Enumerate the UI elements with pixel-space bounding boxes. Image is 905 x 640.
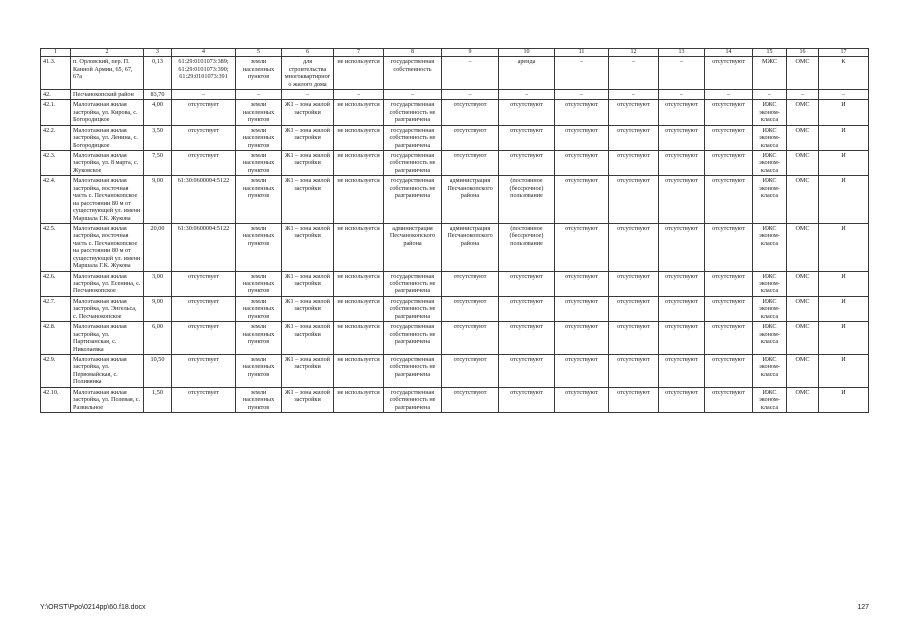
- table-cell: отсутствуют: [555, 354, 609, 387]
- table-cell: отсутствуют: [555, 271, 609, 296]
- column-number-cell: 12: [609, 49, 659, 57]
- table-cell: ОМС: [787, 271, 819, 296]
- column-number-cell: 1: [41, 49, 71, 57]
- table-cell: отсутствуют: [442, 296, 499, 321]
- column-number-cell: 9: [442, 49, 499, 57]
- column-number-cell: 15: [753, 49, 787, 57]
- table-cell: ОМС: [787, 387, 819, 412]
- table-cell: отсутствуют: [442, 151, 499, 176]
- table-cell: отсутствуют: [499, 354, 555, 387]
- table-row: [41, 100, 869, 125]
- column-number-cell: 7: [334, 49, 384, 57]
- table-cell: ОМС: [787, 57, 819, 90]
- table-cell: И: [819, 354, 869, 387]
- table-cell: земли населенных пунктов: [236, 296, 282, 321]
- table-cell: отсутствуют: [659, 322, 705, 355]
- table-cell: 42.5.: [41, 223, 71, 271]
- table-row: [41, 223, 869, 271]
- table-cell: (постоянное (бессрочное) пользование: [499, 223, 555, 271]
- table-cell: не используется: [334, 151, 384, 176]
- table-cell: отсутствуют: [659, 223, 705, 271]
- table-cell: отсутствуют: [555, 296, 609, 321]
- table-cell: земли населенных пунктов: [236, 125, 282, 150]
- table-cell: ИЖС эконом-класса: [753, 271, 787, 296]
- table-cell: –: [334, 89, 384, 99]
- column-number-cell: 5: [236, 49, 282, 57]
- table-cell: не используется: [334, 223, 384, 271]
- table-cell: Малоэтажная жилая застройка, ул. Первомайская, с. Поливянка: [71, 354, 144, 387]
- table-cell: –: [753, 89, 787, 99]
- table-cell: Ж1 – зона жилой застройки: [282, 125, 334, 150]
- table-cell: отсутствует: [172, 100, 236, 125]
- table-cell: ОМС: [787, 176, 819, 224]
- table-cell: –: [555, 57, 609, 90]
- table-cell: отсутствуют: [555, 223, 609, 271]
- table-cell: отсутствуют: [555, 176, 609, 224]
- table-cell: отсутствуют: [609, 271, 659, 296]
- table-cell: 42.3.: [41, 151, 71, 176]
- table-cell: отсутствуют: [609, 151, 659, 176]
- column-number-cell: 10: [499, 49, 555, 57]
- table-cell: земли населенных пунктов: [236, 100, 282, 125]
- column-number-cell: 8: [384, 49, 442, 57]
- table-cell: отсутствуют: [705, 354, 753, 387]
- table-cell: государственная собственность не разграничена: [384, 271, 442, 296]
- table-cell: Ж1 – зона жилой застройки: [282, 296, 334, 321]
- table-cell: –: [282, 89, 334, 99]
- table-cell: И: [819, 322, 869, 355]
- table-cell: 3,50: [144, 125, 172, 150]
- table-cell: 61:30:0600004:5122: [172, 223, 236, 271]
- table-cell: не используется: [334, 387, 384, 412]
- file-path: Y:\ORST\Ppo\0214pp\60.f18.docx: [40, 604, 146, 611]
- table-cell: 42.6.: [41, 271, 71, 296]
- table-cell: И: [819, 223, 869, 271]
- table-cell: –: [172, 89, 236, 99]
- table-cell: государственная собственность не разграничена: [384, 176, 442, 224]
- table-cell: отсутствует: [172, 125, 236, 150]
- table-cell: отсутствуют: [499, 296, 555, 321]
- table-cell: отсутствуют: [705, 57, 753, 90]
- table-cell: отсутствуют: [555, 387, 609, 412]
- table-cell: Малоэтажная жилая застройка, ул. Энгельса, с. Песчанокопское: [71, 296, 144, 321]
- table-cell: 42.8.: [41, 322, 71, 355]
- table-row: [41, 271, 869, 296]
- table-cell: государственная собственность не разграничена: [384, 354, 442, 387]
- table-cell: 42.10.: [41, 387, 71, 412]
- column-number-cell: 4: [172, 49, 236, 57]
- table-cell: Малоэтажная жилая застройка, ул. Партизанская, с. Николаевка: [71, 322, 144, 355]
- column-number-cell: 6: [282, 49, 334, 57]
- table-cell: отсутствуют: [499, 100, 555, 125]
- table-cell: отсутствуют: [659, 151, 705, 176]
- table-cell: не используется: [334, 125, 384, 150]
- table-cell: отсутствует: [172, 387, 236, 412]
- table-cell: отсутствуют: [442, 387, 499, 412]
- table-cell: 0,13: [144, 57, 172, 90]
- table-cell: государственная собственность не разграничена: [384, 322, 442, 355]
- column-number-row: [41, 49, 869, 57]
- table-cell: (постоянное (бессрочное) пользование: [499, 176, 555, 224]
- table-row: [41, 125, 869, 150]
- table-cell: Песчанокопский район: [71, 89, 144, 99]
- table-cell: отсутствуют: [705, 271, 753, 296]
- table-cell: И: [819, 100, 869, 125]
- table-cell: отсутствуют: [609, 354, 659, 387]
- table-cell: отсутствуют: [555, 151, 609, 176]
- table-cell: земли населенных пунктов: [236, 387, 282, 412]
- table-cell: отсутствует: [172, 151, 236, 176]
- table-cell: отсутствуют: [442, 125, 499, 150]
- table-cell: 42.4.: [41, 176, 71, 224]
- table-cell: отсутствуют: [442, 271, 499, 296]
- table-cell: ОМС: [787, 100, 819, 125]
- table-cell: отсутствуют: [659, 296, 705, 321]
- table-cell: ИЖС эконом-класса: [753, 354, 787, 387]
- table-cell: –: [609, 89, 659, 99]
- table-cell: отсутствуют: [705, 100, 753, 125]
- column-number-cell: 3: [144, 49, 172, 57]
- table-cell: К: [819, 57, 869, 90]
- table-cell: Малоэтажная жилая застройка, ул. Полевая, с. Развильное: [71, 387, 144, 412]
- table-cell: отсутствуют: [555, 125, 609, 150]
- table-cell: 1,50: [144, 387, 172, 412]
- table-cell: 42.: [41, 89, 71, 99]
- table-cell: Ж1 – зона жилой застройки: [282, 176, 334, 224]
- table-cell: отсутствует: [172, 271, 236, 296]
- table-cell: государственная собственность не разграничена: [384, 387, 442, 412]
- table-cell: И: [819, 151, 869, 176]
- document-page: [40, 48, 868, 413]
- table-cell: 42.2.: [41, 125, 71, 150]
- table-cell: администрация Песчанокопского района: [442, 223, 499, 271]
- table-cell: 42.9.: [41, 354, 71, 387]
- table-cell: отсутствуют: [659, 176, 705, 224]
- table-cell: ИЖС эконом-класса: [753, 223, 787, 271]
- table-cell: отсутствуют: [609, 296, 659, 321]
- table-cell: земли населенных пунктов: [236, 322, 282, 355]
- table-cell: ОМС: [787, 296, 819, 321]
- table-cell: И: [819, 176, 869, 224]
- table-cell: И: [819, 296, 869, 321]
- table-cell: отсутствуют: [705, 387, 753, 412]
- table-cell: Малоэтажная жилая застройка, восточная часть с. Песчанокопское на расстоянии 80 м от существующей ул. имени Маршала Г.К. Жукова: [71, 223, 144, 271]
- table-cell: ОМС: [787, 322, 819, 355]
- table-cell: 9,00: [144, 296, 172, 321]
- table-cell: 83,70: [144, 89, 172, 99]
- land-plots-table: [40, 48, 869, 413]
- table-cell: не используется: [334, 271, 384, 296]
- table-cell: отсутствуют: [609, 100, 659, 125]
- table-cell: отсутствуют: [499, 271, 555, 296]
- table-cell: отсутствуют: [499, 125, 555, 150]
- table-cell: Ж1 – зона жилой застройки: [282, 151, 334, 176]
- table-cell: земли населенных пунктов: [236, 57, 282, 90]
- table-cell: отсутствуют: [705, 125, 753, 150]
- table-cell: Малоэтажная жилая застройка, ул. Ленина, с. Богородицкое: [71, 125, 144, 150]
- table-cell: земли населенных пунктов: [236, 354, 282, 387]
- table-cell: ИЖС эконом-класса: [753, 100, 787, 125]
- table-cell: земли населенных пунктов: [236, 223, 282, 271]
- table-cell: –: [787, 89, 819, 99]
- table-cell: отсутствуют: [555, 100, 609, 125]
- table-cell: не используется: [334, 176, 384, 224]
- table-cell: отсутствуют: [499, 322, 555, 355]
- table-cell: Ж1 – зона жилой застройки: [282, 354, 334, 387]
- table-cell: не используется: [334, 57, 384, 90]
- table-cell: –: [442, 57, 499, 90]
- table-cell: отсутствуют: [555, 322, 609, 355]
- table-cell: ИЖС эконом-класса: [753, 176, 787, 224]
- table-cell: –: [499, 89, 555, 99]
- table-cell: И: [819, 271, 869, 296]
- table-row: [41, 57, 869, 90]
- table-cell: –: [384, 89, 442, 99]
- table-cell: 3,00: [144, 271, 172, 296]
- table-cell: отсутствуют: [659, 387, 705, 412]
- table-cell: Ж1 – зона жилой застройки: [282, 271, 334, 296]
- table-cell: не используется: [334, 354, 384, 387]
- table-cell: земли населенных пунктов: [236, 271, 282, 296]
- table-cell: государственная собственность не разграничена: [384, 151, 442, 176]
- table-cell: отсутствуют: [659, 100, 705, 125]
- table-cell: 10,50: [144, 354, 172, 387]
- table-cell: Малоэтажная жилая застройка, восточная часть с. Песчанокопское на расстоянии 80 м от существующей ул. имени Маршала Г.К. Жукова: [71, 176, 144, 224]
- table-cell: для строительства многоквартирного жилого дома: [282, 57, 334, 90]
- table-cell: ИЖС эконом-класса: [753, 387, 787, 412]
- table-cell: 7,50: [144, 151, 172, 176]
- table-cell: администрация Песчанокопского района: [442, 176, 499, 224]
- page-number: 127: [857, 604, 869, 611]
- table-cell: ОМС: [787, 223, 819, 271]
- table-cell: отсутствуют: [659, 271, 705, 296]
- table-cell: ОМС: [787, 125, 819, 150]
- table-cell: земли населенных пунктов: [236, 176, 282, 224]
- table-cell: государственная собственность не разграничена: [384, 125, 442, 150]
- table-cell: 20,00: [144, 223, 172, 271]
- table-cell: отсутствуют: [442, 322, 499, 355]
- table-cell: ОМС: [787, 151, 819, 176]
- table-cell: –: [705, 89, 753, 99]
- table-cell: аренда: [499, 57, 555, 90]
- table-cell: отсутствуют: [442, 354, 499, 387]
- table-cell: –: [659, 57, 705, 90]
- table-cell: 61:29:0101073:389; 61:29:0101073:390; 61:29:0101073:391: [172, 57, 236, 90]
- table-cell: отсутствуют: [609, 223, 659, 271]
- table-cell: И: [819, 387, 869, 412]
- table-cell: ИЖС эконом-класса: [753, 296, 787, 321]
- table-cell: Малоэтажная жилая застройка, ул. Есенина, с. Песчанокопское: [71, 271, 144, 296]
- table-cell: –: [442, 89, 499, 99]
- table-cell: отсутствуют: [609, 125, 659, 150]
- table-row: [41, 354, 869, 387]
- table-cell: Малоэтажная жилая застройка, ул. 8 марта, с. Жуковское: [71, 151, 144, 176]
- table-cell: не используется: [334, 296, 384, 321]
- table-cell: Ж1 – зона жилой застройки: [282, 223, 334, 271]
- table-cell: 42.7.: [41, 296, 71, 321]
- table-cell: отсутствуют: [609, 322, 659, 355]
- table-cell: отсутствуют: [705, 176, 753, 224]
- table-cell: –: [609, 57, 659, 90]
- table-cell: отсутствуют: [499, 387, 555, 412]
- table-cell: Ж1 – зона жилой застройки: [282, 322, 334, 355]
- table-cell: 6,00: [144, 322, 172, 355]
- column-number-cell: 16: [787, 49, 819, 57]
- table-cell: Ж1 – зона жилой застройки: [282, 387, 334, 412]
- table-row: [41, 296, 869, 321]
- table-cell: И: [819, 125, 869, 150]
- table-row: [41, 151, 869, 176]
- table-cell: не используется: [334, 322, 384, 355]
- table-cell: отсутствуют: [609, 387, 659, 412]
- column-number-cell: 13: [659, 49, 705, 57]
- table-cell: –: [819, 89, 869, 99]
- table-cell: государственная собственность не разграничена: [384, 100, 442, 125]
- table-cell: отсутствуют: [705, 151, 753, 176]
- table-cell: государственная собственность не разграничена: [384, 296, 442, 321]
- table-cell: 42.1.: [41, 100, 71, 125]
- table-cell: ОМС: [787, 354, 819, 387]
- table-cell: земли населенных пунктов: [236, 151, 282, 176]
- column-number-cell: 11: [555, 49, 609, 57]
- table-cell: –: [555, 89, 609, 99]
- table-cell: МЖС: [753, 57, 787, 90]
- table-cell: государственная собственность: [384, 57, 442, 90]
- table-cell: ИЖС эконом-класса: [753, 151, 787, 176]
- table-cell: не используется: [334, 100, 384, 125]
- table-row: [41, 89, 869, 99]
- table-cell: отсутствует: [172, 296, 236, 321]
- table-cell: отсутствует: [172, 322, 236, 355]
- table-cell: отсутствуют: [442, 100, 499, 125]
- table-cell: –: [659, 89, 705, 99]
- table-cell: 61:30:0600004:5122: [172, 176, 236, 224]
- table-row: [41, 322, 869, 355]
- table-cell: 4,00: [144, 100, 172, 125]
- table-cell: Ж1 – зона жилой застройки: [282, 100, 334, 125]
- table-cell: –: [236, 89, 282, 99]
- table-cell: отсутствуют: [705, 322, 753, 355]
- table-cell: Малоэтажная жилая застройка, ул. Кирова, с. Богородицкое: [71, 100, 144, 125]
- table-cell: отсутствуют: [499, 151, 555, 176]
- table-cell: отсутствуют: [659, 125, 705, 150]
- table-cell: отсутствуют: [705, 223, 753, 271]
- table-cell: ИЖС эконом-класса: [753, 322, 787, 355]
- table-cell: ИЖС эконом-класса: [753, 125, 787, 150]
- table-cell: отсутствует: [172, 354, 236, 387]
- table-cell: п. Орловский, пер. П. Канной Армии, 65, 67, 67а: [71, 57, 144, 90]
- table-row: [41, 387, 869, 412]
- table-cell: отсутствуют: [609, 176, 659, 224]
- table-cell: 9,00: [144, 176, 172, 224]
- table-cell: 41.3.: [41, 57, 71, 90]
- table-cell: отсутствуют: [705, 296, 753, 321]
- column-number-cell: 14: [705, 49, 753, 57]
- column-number-cell: 2: [71, 49, 144, 57]
- column-number-cell: 17: [819, 49, 869, 57]
- table-cell: администрация Песчанокопского района: [384, 223, 442, 271]
- table-cell: отсутствуют: [659, 354, 705, 387]
- table-row: [41, 176, 869, 224]
